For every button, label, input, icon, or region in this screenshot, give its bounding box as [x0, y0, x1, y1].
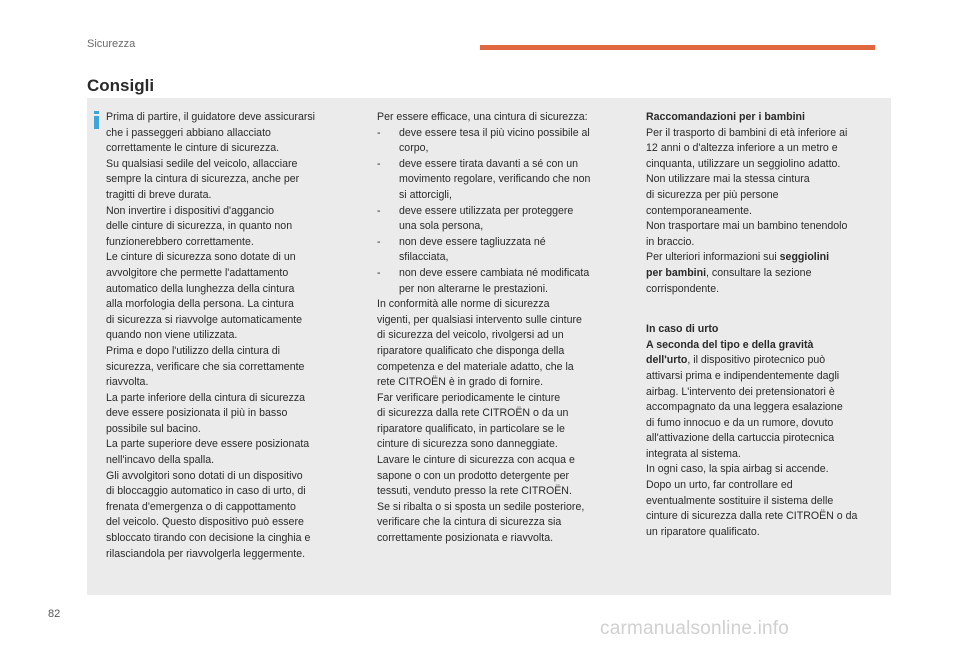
text-line: Non trasportare mai un bambino tenendolo: [646, 220, 848, 233]
text-line: In conformità alle norme di sicurezza: [377, 298, 550, 311]
text-line: contemporaneamente.: [646, 204, 753, 217]
kids-heading: Raccomandazioni per i bambini: [646, 111, 805, 123]
text-line: rete CITROËN è in grado di fornire.: [377, 376, 544, 389]
text-line: in braccio.: [646, 235, 695, 248]
text-span-bold: dell'urto: [646, 354, 688, 367]
text-line: corrispondente.: [646, 282, 720, 295]
text-line: frenata d'emergenza o di cappottamento: [106, 500, 296, 513]
text-span: Per ulteriori informazioni sui: [646, 251, 780, 264]
text-line: Lavare le cinture di sicurezza con acqua e: [377, 454, 575, 467]
text-line: deve essere posizionata il più in basso: [106, 407, 288, 420]
text-line: deve essere utilizzata per proteggere: [399, 204, 574, 217]
text-line: alla morfologia della persona. La cintura: [106, 298, 294, 311]
text-line: quando non viene utilizzata.: [106, 329, 238, 342]
text-line: avvolgitore che permette l'adattamento: [106, 266, 289, 279]
text-line: sicurezza, verificare che sia correttamente: [106, 360, 305, 373]
text-line: correttamente le cinture di sicurezza.: [106, 142, 280, 155]
text-line: Per essere efficace, una cintura di sicurezza:: [377, 111, 588, 123]
list-dash: -: [377, 204, 381, 217]
text-line: [646, 353, 880, 369]
text-line: La parte inferiore della cintura di sicurezza: [106, 391, 306, 404]
text-line: una sola persona,: [399, 220, 484, 233]
text-line: tragitti di breve durata.: [106, 188, 212, 201]
text-line: Se si ribalta o si sposta un sedile posteriore,: [377, 500, 585, 513]
text-line: cinquanta, utilizzare un seggiolino adatto.: [646, 157, 841, 170]
text-line: non deve essere cambiata né modificata: [399, 266, 590, 279]
column-1: [106, 110, 348, 562]
column-3: [646, 110, 880, 540]
text-line: sbloccato tirando con decisione la cinghia e: [106, 532, 311, 545]
list-item: [377, 157, 625, 204]
child-seats-link-cont: per bambini: [646, 266, 707, 279]
text-line: deve essere tirata davanti a sé con un: [399, 157, 579, 170]
text-line: delle cinture di sicurezza, in quanto non: [106, 220, 293, 233]
text-line: accompagnato da una leggera esalazione: [646, 401, 843, 414]
list-dash: -: [377, 266, 381, 279]
text-line: Gli avvolgitori sono dotati di un dispositivo: [106, 469, 303, 482]
crash-heading: In caso di urto: [646, 323, 719, 336]
list-dash: -: [377, 126, 381, 139]
text-line: Non invertire i dispositivi d'aggancio: [106, 204, 275, 217]
text-line: si attorcigli,: [399, 188, 452, 201]
text-line: di fumo innocuo e da un rumore, dovuto: [646, 416, 834, 429]
text-line: In ogni caso, la spia airbag si accende.: [646, 463, 829, 476]
list-item: [377, 204, 625, 235]
text-line: verificare che la cintura di sicurezza sia: [377, 516, 562, 529]
text-line: sfilacciata,: [399, 251, 449, 264]
text-span: , il dispositivo pirotecnico può: [687, 354, 826, 367]
list-item: [377, 266, 625, 297]
crash-subheading: A seconda del tipo e della gravità: [646, 338, 814, 351]
text-line: Su qualsiasi sedile del veicolo, allacciare: [106, 157, 298, 170]
text-line: per non alterarne le prestazioni.: [399, 282, 548, 295]
text-line: non deve essere tagliuzzata né: [399, 235, 546, 248]
text-line: Non utilizzare mai la stessa cintura: [646, 173, 810, 186]
text-line: automatico della lunghezza della cintura: [106, 282, 295, 295]
text-line: all'attivazione della cartuccia pirotecnica: [646, 432, 835, 445]
text-line: sempre la cintura di sicurezza, anche per: [106, 173, 300, 186]
list-item: [377, 126, 625, 157]
text-line: cinture di sicurezza sono danneggiate.: [377, 438, 558, 451]
text-line: integrata al sistema.: [646, 447, 741, 460]
list-dash: -: [377, 157, 381, 170]
text-line: Far verificare periodicamente le cinture: [377, 391, 561, 404]
text-line: di sicurezza per più persone: [646, 188, 779, 201]
text-line: di sicurezza dalla rete CITROËN o da un: [377, 407, 569, 420]
text-line: Le cinture di sicurezza sono dotate di un: [106, 251, 296, 264]
text-line: riparatore qualificato che disponga della: [377, 344, 565, 357]
text-line: che i passeggeri abbiano allacciato: [106, 126, 271, 139]
text-line: possibile sul bacino.: [106, 422, 201, 435]
text-line: La parte superiore deve essere posizionata: [106, 438, 310, 451]
text-line: corpo,: [399, 142, 429, 155]
text-line: di sicurezza del veicolo, rivolgersi ad un: [377, 329, 564, 342]
text-line: cinture di sicurezza dalla rete CITROËN o da: [646, 510, 858, 523]
header-accent-bar: [480, 45, 875, 50]
text-line: deve essere tesa il più vicino possibile al: [399, 126, 590, 139]
info-icon: [92, 111, 101, 129]
text-line: Per il trasporto di bambini di età inferiore ai: [646, 126, 848, 139]
text-span: , consultare la sezione: [706, 266, 812, 279]
page-number: 82: [48, 608, 61, 620]
text-line: nell'incavo della spalla.: [106, 454, 215, 467]
text-line: 12 anni o d'altezza inferiore a un metro e: [646, 142, 838, 155]
text-line: airbag. L'intervento dei pretensionatori è: [646, 385, 835, 398]
text-line: riavvolta.: [106, 376, 149, 389]
text-line: [646, 250, 880, 266]
column-2: [377, 110, 625, 547]
text-line: competenza e del materiale adatto, che la: [377, 360, 574, 373]
text-line: sapone o con un prodotto detergente per: [377, 469, 570, 482]
text-line: Prima e dopo l'utilizzo della cintura di: [106, 344, 280, 357]
page-title: Consigli: [87, 76, 155, 95]
text-line: Prima di partire, il guidatore deve assicurarsi: [106, 111, 316, 123]
text-line: attivarsi prima e indipendentemente dagli: [646, 369, 840, 382]
text-line: riparatore qualificato, in particolare se le: [377, 422, 565, 435]
section-header: Sicurezza: [87, 38, 136, 50]
text-line: correttamente posizionata e riavvolta.: [377, 532, 554, 545]
text-line: movimento regolare, verificando che non: [399, 173, 591, 186]
text-line: di sicurezza si riavvolge automaticamente: [106, 313, 303, 326]
text-line: funzionerebbero correttamente.: [106, 235, 254, 248]
text-line: [646, 266, 880, 282]
text-line: tessuti, venduto presso la rete CITROËN.: [377, 485, 572, 498]
text-line: vigenti, per qualsiasi intervento sulle cinture: [377, 313, 582, 326]
list-item: [377, 235, 625, 266]
text-line: eventualmente sostituire il sistema delle: [646, 494, 834, 507]
text-line: rilasciandola per riavvolgerla leggermente.: [106, 547, 306, 560]
text-line: Dopo un urto, far controllare ed: [646, 479, 793, 492]
text-line: di bloccaggio automatico in caso di urto, di: [106, 485, 306, 498]
child-seats-link: seggiolini: [779, 251, 830, 264]
text-line: del veicolo. Questo dispositivo può essere: [106, 516, 304, 529]
text-line: un riparatore qualificato.: [646, 525, 760, 538]
watermark: carmanualsonline.info: [600, 618, 790, 639]
list-dash: -: [377, 235, 381, 248]
